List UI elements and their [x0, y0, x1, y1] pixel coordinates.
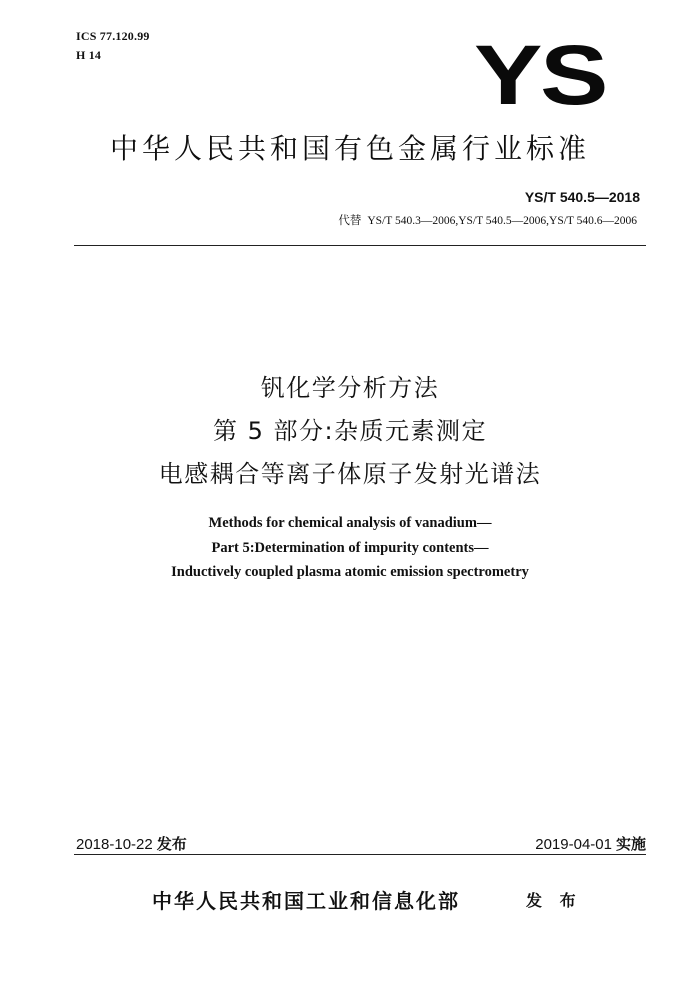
replaced-standards: YS/T 540.3—2006,YS/T 540.5—2006,YS/T 540.6—2006: [367, 215, 637, 227]
english-title-line-3: Inductively coupled plasma atomic emission spectrometry: [171, 564, 529, 580]
replaces-label: 代替: [338, 213, 362, 227]
chinese-title-line-2: 第 5 部分:杂质元素测定: [212, 417, 488, 445]
implementation-date: 2019-04-01: [535, 836, 612, 853]
implementation-label: 实施: [615, 835, 646, 853]
english-title-line-2: Part 5:Determination of impurity contents—: [211, 540, 489, 556]
header-divider: [74, 245, 646, 246]
replaces-line: [338, 212, 637, 228]
ics-code: ICS 77.120.99: [76, 29, 150, 43]
ys-logo: [474, 42, 606, 106]
issue-date: 2018-10-22: [76, 836, 153, 853]
implementation-date-block: [535, 833, 646, 854]
publish-label: 发 布: [526, 891, 582, 910]
chinese-title-line-3: 电感耦合等离子体原子发射光谱法: [158, 460, 542, 488]
classification-code: H 14: [76, 48, 102, 62]
publisher-name: 中华人民共和国工业和信息化部: [152, 889, 460, 913]
issue-date-block: [76, 833, 187, 854]
issue-label: 发布: [156, 835, 187, 853]
chinese-title-line-1: 钒化学分析方法: [260, 374, 440, 402]
footer-divider: [74, 854, 646, 855]
standard-number: YS/T 540.5—2018: [524, 189, 640, 205]
ys-logo-text: YS: [474, 42, 606, 106]
industry-standard-title: 中华人民共和国有色金属行业标准: [109, 132, 590, 165]
english-title-line-1: Methods for chemical analysis of vanadium—: [208, 515, 492, 531]
